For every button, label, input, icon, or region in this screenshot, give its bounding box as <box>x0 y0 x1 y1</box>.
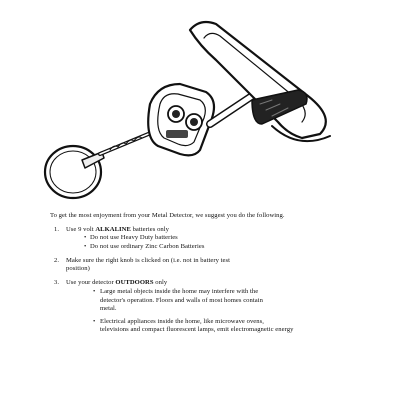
sub-bullet-line: televisions and compact fluorescent lamps, emit electromagnetic energy <box>100 326 294 334</box>
sub-bullet <box>66 288 370 313</box>
instruction-item-3 <box>50 279 370 334</box>
sub-bullet-line: metal. <box>100 304 117 312</box>
sub-bullet <box>66 243 370 251</box>
sub-bullet-text: Do not use Heavy Duty batteries <box>90 234 178 242</box>
instruction-item-2 <box>50 257 370 273</box>
item-title-pre: Use your detector <box>66 279 116 287</box>
item-number: 2. <box>54 256 60 264</box>
instruction-item-1 <box>50 226 370 251</box>
search-coil <box>45 146 101 198</box>
bullet-icon: • <box>93 288 96 296</box>
metal-detector-illustration <box>40 0 350 210</box>
intro-text: To get the most enjoyment from your Metal Detector, we suggest you do the following. <box>50 212 285 219</box>
item-title <box>66 226 370 234</box>
item-title-pre: Use 9 volt <box>66 226 96 234</box>
item-title-post: batteries only <box>130 226 169 234</box>
sub-bullet <box>66 318 370 334</box>
sub-bullet-text: Do not use ordinary Zinc Carbon Batteries <box>90 242 205 250</box>
item-title-emphasis: OUTDOORS <box>115 279 154 287</box>
sub-bullet-line: Large metal objects inside the home may interfere with the <box>100 288 259 296</box>
item-number: 3. <box>54 279 60 287</box>
item-title <box>66 279 370 287</box>
sub-bullet-line: detector's operation. Floors and walls of most homes contain <box>100 296 263 304</box>
item-line: position) <box>66 265 90 273</box>
item-number: 1. <box>54 226 60 234</box>
bullet-icon: • <box>93 318 96 326</box>
instructions <box>50 212 370 340</box>
sub-bullet <box>66 234 370 242</box>
bullet-icon: • <box>84 234 87 242</box>
item-title-emphasis: ALKALINE <box>95 226 131 234</box>
item-line: Make sure the right knob is clicked on (i.e. not in battery test <box>66 256 230 264</box>
sub-bullet-line: Electrical appliances inside the home, like microwave ovens, <box>100 318 264 326</box>
item-title-post: only <box>153 279 168 287</box>
bullet-icon: • <box>84 242 87 250</box>
